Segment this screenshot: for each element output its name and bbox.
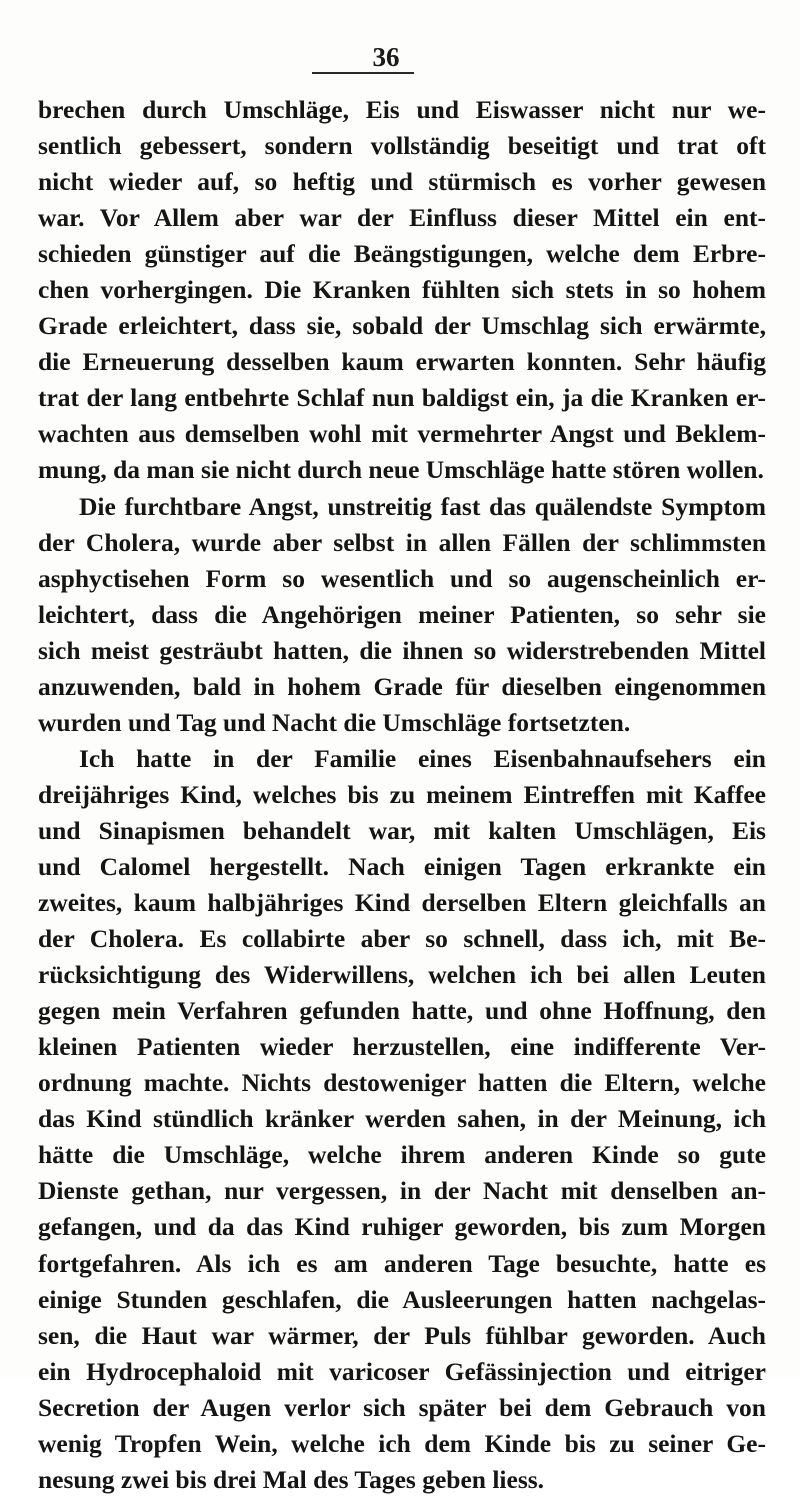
text-line: und Calomel hergestellt. Nach einigen Tagen erkrankte ein (38, 851, 766, 881)
text-line: rücksichtigung des Widerwillens, welchen ich bei allen Leuten (38, 960, 766, 990)
text-line: sentlich gebessert, sondern vollständig beseitigt und trat oft (38, 131, 766, 161)
text-line: anzuwenden, bald in hohem Grade für dieselben eingenommen (38, 671, 766, 701)
text-line: Die furchtbare Angst, unstreitig fast das quälendste Symptom (79, 491, 766, 521)
text-line: gefangen, und da das Kind ruhiger geworden, bis zum Morgen (38, 1212, 766, 1242)
text-line: wurden und Tag und Nacht die Umschläge fortsetzten. (38, 707, 631, 737)
text-line: schieden günstiger auf die Beängstigungen, welche dem Erbre- (38, 239, 766, 269)
text-line: Grade erleichtert, dass sie, sobald der Umschlag sich erwärmte, (38, 311, 766, 341)
text-line: kleinen Patienten wieder herzustellen, eine indifferente Ver- (38, 1032, 766, 1062)
text-line: mung, da man sie nicht durch neue Umschläge hatte stören wollen. (38, 455, 764, 485)
text-line: sen, die Haut war wärmer, der Puls fühlbar geworden. Auch (38, 1320, 766, 1350)
page-number-rule (312, 72, 414, 74)
text-line: und Sinapismen behandelt war, mit kalten Umschlägen, Eis (38, 815, 766, 845)
text-line: Ich hatte in der Familie eines Eisenbahnaufsehers ein (79, 743, 766, 773)
text-line: sich meist gesträubt hatten, die ihnen so widerstrebenden Mittel (38, 635, 766, 665)
text-line: dreijähriges Kind, welches bis zu meinem Eintreffen mit Kaffee (38, 779, 766, 809)
text-line: ein Hydrocephaloid mit varicoser Gefässinjection und eitriger (38, 1356, 766, 1386)
text-line: nicht wieder auf, so heftig und stürmisch es vorher gewesen (38, 167, 766, 197)
text-line: brechen durch Umschläge, Eis und Eiswasser nicht nur we- (38, 95, 766, 124)
text-line: chen vorhergingen. Die Kranken fühlten sich stets in so hohem (38, 275, 766, 305)
text-line: gegen mein Verfahren gefunden hatte, und ohne Hoffnung, den (38, 996, 766, 1026)
text-line: der Cholera. Es collabirte aber so schnell, dass ich, mit Be- (38, 924, 766, 954)
text-line: trat der lang entbehrte Schlaf nun baldigst ein, ja die Kranken er- (38, 383, 766, 413)
text-line: zweites, kaum halbjähriges Kind derselben Eltern gleichfalls an (38, 888, 766, 918)
text-line: asphyctisehen Form so wesentlich und so augenscheinlich er- (38, 563, 766, 593)
text-line: hätte die Umschläge, welche ihrem anderen Kinde so gute (38, 1140, 766, 1170)
text-line: war. Vor Allem aber war der Einfluss dieser Mittel ein ent- (38, 203, 766, 233)
text-line: leichtert, dass die Angehörigen meiner Patienten, so sehr sie (38, 599, 766, 629)
text-line: einige Stunden geschlafen, die Ausleerungen hatten nachgelas- (38, 1284, 766, 1314)
text-line: nesung zwei bis drei Mal des Tages geben liess. (38, 1464, 545, 1494)
text-line: das Kind stündlich kränker werden sahen, in der Meinung, ich (38, 1104, 766, 1134)
page-number: 36 (372, 42, 400, 72)
text-line: die Erneuerung desselben kaum erwarten konnten. Sehr häufig (38, 347, 766, 377)
text-line: der Cholera, wurde aber selbst in allen Fällen der schlimmsten (38, 527, 766, 557)
text-line: wenig Tropfen Wein, welche ich dem Kinde bis zu seiner Ge- (38, 1428, 766, 1458)
text-line: fortgefahren. Als ich es am anderen Tage besuchte, hatte es (38, 1248, 766, 1278)
text-line: Secretion der Augen verlor sich später bei dem Gebrauch von (38, 1392, 766, 1422)
text-line: Dienste gethan, nur vergessen, in der Nacht mit denselben an- (38, 1176, 766, 1206)
text-line: ordnung machte. Nichts destoweniger hatten die Eltern, welche (38, 1068, 766, 1098)
text-line: wachten aus demselben wohl mit vermehrter Angst und Beklem- (38, 419, 766, 449)
body-text (38, 92, 766, 1498)
